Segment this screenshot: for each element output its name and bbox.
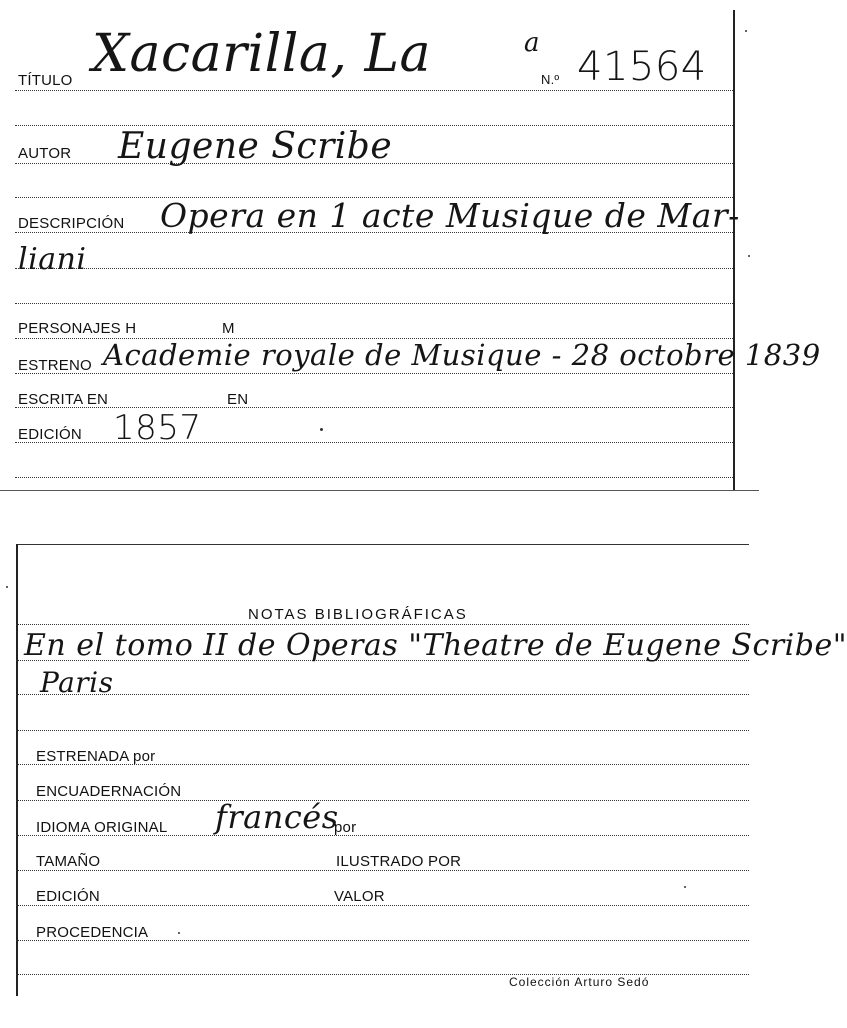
ruled-line: [16, 870, 749, 871]
edicion-label-bottom: EDICIÓN: [36, 888, 100, 905]
ink-speck: [745, 30, 747, 32]
escrita-label: ESCRITA EN: [18, 391, 109, 408]
estrenada-label: ESTRENADA por: [36, 748, 156, 765]
ruled-line: [16, 800, 749, 801]
ruled-line: [15, 373, 733, 374]
descripcion-line2: liani: [18, 242, 87, 277]
titulo-label: TÍTULO: [18, 72, 73, 89]
ruled-line: [16, 730, 749, 731]
ink-speck: [6, 586, 8, 588]
card-right-border: [733, 10, 735, 490]
ruled-line: [15, 477, 733, 478]
idioma-value: francés: [215, 798, 339, 836]
card-top-edge: [16, 544, 749, 545]
catalog-card-bottom: [0, 536, 847, 996]
ruled-line: [16, 694, 749, 695]
notas-line1: En el tomo II de Operas "Theatre de Eugene Scribe": [24, 628, 847, 663]
escrita-en-label: EN: [227, 391, 249, 408]
procedencia-label: PROCEDENCIA: [36, 924, 149, 941]
valor-label: VALOR: [334, 888, 385, 905]
ilustrado-label: ILUSTRADO POR: [336, 853, 462, 870]
ink-speck: [684, 886, 686, 888]
notas-heading: NOTAS BIBLIOGRÁFICAS: [248, 606, 468, 623]
ruled-line: [15, 268, 733, 269]
ink-speck: [320, 428, 323, 431]
edicion-label: EDICIÓN: [18, 426, 82, 443]
descripcion-label: DESCRIPCIÓN: [18, 215, 125, 232]
personajes-m-label: M: [222, 320, 235, 337]
numero-superscript: a: [524, 28, 541, 58]
personajes-label: PERSONAJES H: [18, 320, 137, 337]
estreno-value: Academie royale de Musique - 28 octobre 1839: [103, 338, 821, 372]
descripcion-line1: Opera en 1 acte Musique de Mar-: [160, 196, 740, 235]
ruled-line: [15, 90, 733, 91]
card-left-border: [16, 544, 18, 996]
notas-line2: Paris: [40, 666, 114, 699]
numero-value: 41564: [577, 44, 707, 90]
ruled-line: [16, 905, 749, 906]
numero-label: N.º: [541, 72, 560, 87]
encuadernacion-label: ENCUADERNACIÓN: [36, 783, 182, 800]
idioma-label: IDIOMA ORIGINAL: [36, 819, 168, 836]
catalog-card-top: [0, 0, 821, 495]
coleccion-credit: Colección Arturo Sedó: [509, 975, 650, 989]
autor-value: Eugene Scribe: [118, 126, 393, 167]
estreno-label: ESTRENO: [18, 357, 92, 374]
edicion-value: 1857: [113, 408, 202, 448]
card-bottom-edge: [0, 490, 759, 491]
por-label: por: [334, 819, 357, 836]
ruled-line: [15, 303, 733, 304]
ink-speck: [178, 932, 180, 934]
autor-label: AUTOR: [18, 145, 72, 162]
ruled-line: [16, 624, 749, 625]
ink-speck: [748, 255, 750, 257]
tamano-label: TAMAÑO: [36, 853, 101, 870]
titulo-value: Xacarilla, La: [92, 24, 431, 84]
